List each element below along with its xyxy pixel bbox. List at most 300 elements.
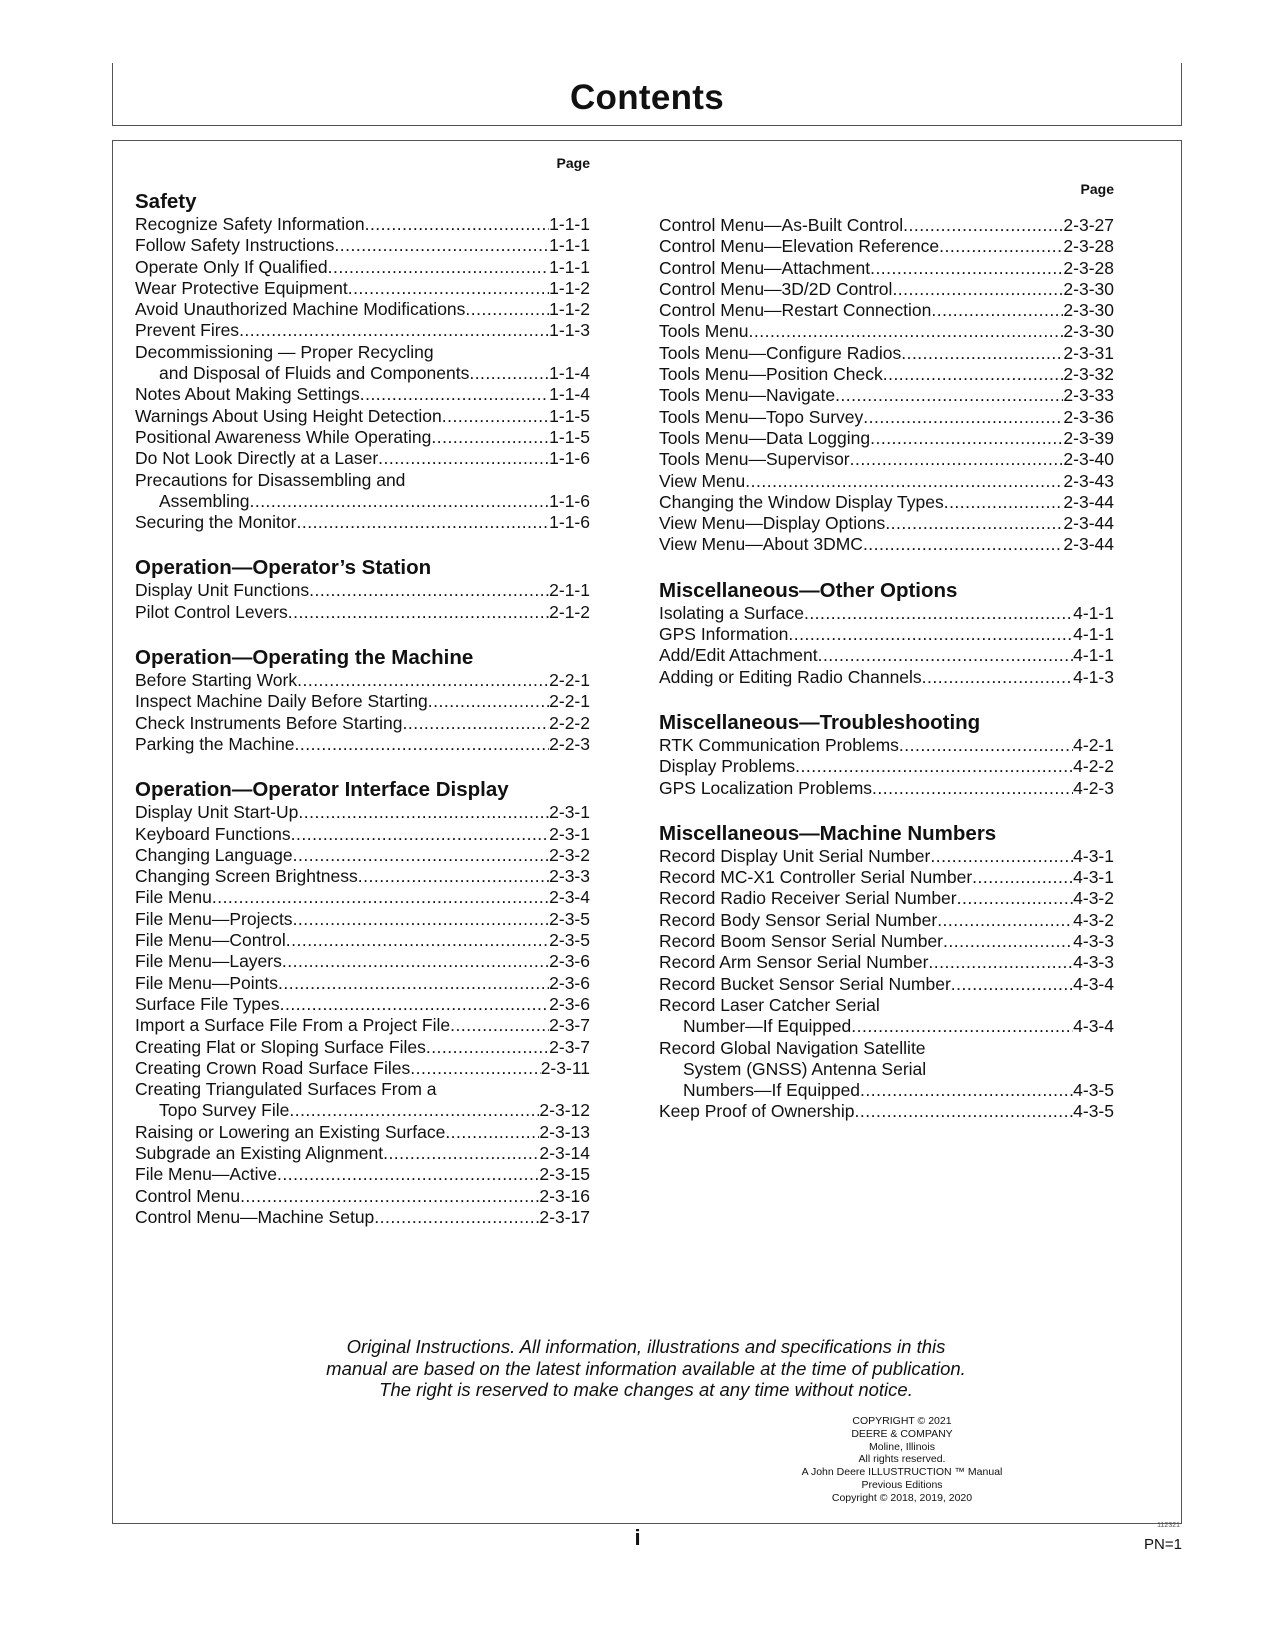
dot-leader	[374, 1207, 539, 1228]
toc-entry-title: Numbers—If Equipped	[683, 1080, 861, 1101]
toc-entry-title: Check Instruments Before Starting	[135, 712, 403, 733]
dot-leader	[239, 320, 549, 341]
toc-entry	[135, 1037, 590, 1058]
toc-entry	[135, 691, 590, 712]
toc-entry-page: 4-1-3	[1073, 666, 1114, 687]
page-column-header: Page	[556, 155, 590, 171]
toc-entry-page: 1-1-1	[549, 256, 590, 277]
toc-entry-line: Precautions for Disassembling and	[135, 469, 406, 490]
dot-leader	[442, 406, 549, 427]
toc-entry-page: 2-3-5	[549, 930, 590, 951]
dot-leader	[951, 974, 1073, 995]
toc-entry-title: Record Body Sensor Serial Number	[659, 909, 938, 930]
toc-entry	[659, 449, 1114, 470]
toc-entry-title: View Menu	[659, 470, 746, 491]
toc-entry-title: Record MC-X1 Controller Serial Number	[659, 867, 973, 888]
toc-entry-title: Display Unit Start-Up	[135, 802, 299, 823]
toc-entry-page: 2-3-12	[539, 1100, 590, 1121]
dot-leader	[863, 534, 1063, 555]
toc-entry-title: RTK Communication Problems	[659, 734, 899, 755]
dot-leader	[931, 300, 1063, 321]
toc-entry-page: 4-3-1	[1073, 845, 1114, 866]
toc-entry-title: Adding or Editing Radio Channels	[659, 666, 922, 687]
toc-entry-title: Subgrade an Existing Alignment	[135, 1142, 384, 1163]
dot-leader	[903, 215, 1063, 236]
dot-leader	[296, 512, 549, 533]
toc-entry	[135, 802, 590, 823]
dot-leader	[892, 279, 1063, 300]
toc-entry	[659, 321, 1114, 342]
dot-leader	[212, 887, 549, 908]
toc-entry-title: Changing Screen Brightness	[135, 866, 358, 887]
toc-entry	[135, 930, 590, 951]
toc-entry-title: Isolating a Surface	[659, 602, 804, 623]
section-heading: Operation—Operating the Machine	[135, 646, 474, 670]
toc-entry-page: 2-3-15	[539, 1164, 590, 1185]
dot-leader	[795, 756, 1073, 777]
dot-leader	[883, 364, 1064, 385]
toc-entry	[659, 513, 1114, 534]
toc-section	[659, 578, 1114, 688]
toc-entry-page: 4-1-1	[1073, 602, 1114, 623]
toc-entry-page: 2-3-31	[1063, 342, 1114, 363]
toc-entry-title: Control Menu—Restart Connection	[659, 300, 932, 321]
toc-entry-title: Pilot Control Levers	[135, 601, 288, 622]
copyright-line: Copyright © 2018, 2019, 2020	[831, 1491, 973, 1504]
dot-leader	[804, 603, 1073, 624]
toc-entry	[135, 512, 590, 533]
toc-entry-page: 2-3-33	[1063, 385, 1114, 406]
copyright-line: A John Deere ILLUSTRUCTION ™ Manual	[801, 1466, 1003, 1479]
dot-leader	[298, 802, 549, 823]
toc-entry	[135, 994, 590, 1015]
toc-entry-page: 4-3-2	[1073, 888, 1114, 909]
dot-leader	[885, 513, 1063, 534]
dot-leader	[937, 910, 1073, 931]
toc-entry	[659, 236, 1114, 257]
toc-entry	[659, 385, 1114, 406]
toc-entry-title: Control Menu	[135, 1185, 241, 1206]
toc-entry-page: 2-3-44	[1063, 491, 1114, 512]
toc-entry	[659, 279, 1114, 300]
pn-label: PN=1	[1144, 1536, 1182, 1553]
toc-entry-page: 2-3-44	[1063, 513, 1114, 534]
toc-entry-page: 2-3-40	[1063, 449, 1114, 470]
toc-entry-title: Tools Menu—Data Logging	[659, 427, 871, 448]
toc-entry-page: 2-3-43	[1063, 470, 1114, 491]
dot-leader	[428, 691, 549, 712]
toc-entry-page: 2-2-3	[549, 733, 590, 754]
dot-leader	[348, 278, 549, 299]
toc-entry-page: 4-1-1	[1073, 645, 1114, 666]
toc-entry	[659, 756, 1114, 777]
toc-entry-title: Positional Awareness While Operating	[135, 426, 432, 447]
toc-entry-title: Changing Language	[135, 844, 293, 865]
section-heading: Miscellaneous—Troubleshooting	[659, 710, 981, 734]
toc-entry	[659, 645, 1114, 666]
toc-entry-title: View Menu—Display Options	[659, 513, 886, 534]
toc-entry-page: 1-1-6	[549, 512, 590, 533]
dot-leader	[280, 994, 550, 1015]
toc-entry-page: 2-3-39	[1063, 427, 1114, 448]
toc-entry-page: 1-1-1	[549, 235, 590, 256]
toc-entry-title: Surface File Types	[135, 993, 280, 1014]
toc-entry	[135, 363, 590, 384]
toc-entry-page: 4-2-1	[1073, 734, 1114, 755]
dot-leader	[282, 951, 549, 972]
toc-entry	[135, 580, 590, 601]
toc-entry	[135, 235, 590, 256]
dot-leader	[944, 492, 1064, 513]
toc-entry-title: Keep Proof of Ownership	[659, 1101, 855, 1122]
section-heading: Operation—Operator Interface Display	[135, 778, 509, 802]
toc-entry-page: 4-3-4	[1073, 1016, 1114, 1037]
toc-entry	[135, 448, 590, 469]
toc-entry-title: and Disposal of Fluids and Components	[159, 363, 470, 384]
left-column	[135, 155, 590, 1250]
dot-leader	[297, 670, 549, 691]
toc-entry-line: Record Laser Catcher Serial	[659, 994, 880, 1015]
toc-entry-title: Tools Menu—Configure Radios	[659, 342, 902, 363]
toc-entry	[135, 491, 590, 512]
dot-leader	[469, 363, 549, 384]
toc-entry	[659, 258, 1114, 279]
toc-entry-page: 1-1-6	[549, 448, 590, 469]
dot-leader	[870, 428, 1063, 449]
toc-entry	[659, 1080, 1114, 1101]
toc-entry-title: Notes About Making Settings	[135, 384, 360, 405]
toc-entry-title: Control Menu—Elevation Reference	[659, 236, 940, 257]
toc-entry	[659, 407, 1114, 428]
toc-entry-title: Number—If Equipped	[683, 1016, 852, 1037]
toc-entry-page: 1-1-5	[549, 426, 590, 447]
page-number: i	[634, 1525, 641, 1550]
title-frame	[112, 63, 1182, 126]
copyright-line: DEERE & COMPANY	[851, 1427, 953, 1440]
dot-leader	[358, 866, 549, 887]
toc-entry-title: Operate Only If Qualified	[135, 256, 328, 277]
toc-entry-page: 2-3-6	[549, 993, 590, 1014]
toc-entry	[135, 951, 590, 972]
toc-entry	[659, 735, 1114, 756]
toc-entry	[659, 1101, 1114, 1122]
toc-entry-page: 2-3-36	[1063, 406, 1114, 427]
dot-leader	[928, 952, 1073, 973]
toc-entry-page: 2-2-2	[549, 712, 590, 733]
toc-entry	[135, 1207, 590, 1228]
toc-entry	[135, 1164, 590, 1185]
toc-entry-title: Import a Surface File From a Project File	[135, 1015, 451, 1036]
toc-entry-title: File Menu	[135, 887, 212, 908]
dot-leader	[870, 258, 1063, 279]
toc-entry-page: 2-3-4	[549, 887, 590, 908]
toc-entry-page: 2-3-2	[549, 844, 590, 865]
dot-leader	[855, 1101, 1074, 1122]
toc-entry	[659, 910, 1114, 931]
toc-entry-title: Securing the Monitor	[135, 512, 297, 533]
toc-entry	[135, 1015, 590, 1036]
dot-leader	[450, 1015, 549, 1036]
dot-leader	[295, 734, 550, 755]
toc-entry	[135, 299, 590, 320]
dot-leader	[901, 343, 1063, 364]
section-heading: Safety	[135, 190, 197, 213]
toc-entry	[135, 973, 590, 994]
toc-entry-title: Warnings About Using Height Detection	[135, 405, 442, 426]
toc-entry-page: 4-1-1	[1073, 624, 1114, 645]
dot-leader	[818, 645, 1074, 666]
toc-entry	[659, 534, 1114, 555]
right-column	[659, 181, 1114, 1145]
toc-entry-page: 4-3-3	[1073, 931, 1114, 952]
dot-leader	[426, 1037, 549, 1058]
dot-leader	[402, 713, 549, 734]
toc-entry-page: 4-3-2	[1073, 909, 1114, 930]
dot-leader	[293, 909, 550, 930]
toc-entry-title: Tools Menu—Navigate	[659, 385, 836, 406]
dot-leader	[872, 778, 1073, 799]
page-title: Contents	[569, 78, 725, 117]
toc-entry-title: Display Problems	[659, 756, 796, 777]
toc-entry	[135, 406, 590, 427]
toc-entry	[659, 471, 1114, 492]
copyright-line: Previous Editions	[861, 1478, 943, 1491]
toc-entry-page: 2-2-1	[549, 691, 590, 712]
toc-entry-page: 1-1-5	[549, 405, 590, 426]
dot-leader	[383, 1143, 539, 1164]
toc-entry-title: Before Starting Work	[135, 670, 298, 691]
toc-entry	[135, 1058, 590, 1079]
toc-entry	[135, 214, 590, 235]
toc-entry-title: File Menu—Control	[135, 930, 286, 951]
toc-entry	[659, 867, 1114, 888]
toc-entry-title: Follow Safety Instructions	[135, 235, 335, 256]
notice-line: The right is reserved to make changes at any time without notice.	[379, 1379, 913, 1400]
dot-leader	[922, 667, 1073, 688]
toc-entry	[135, 602, 590, 623]
toc-section	[135, 777, 590, 1228]
toc-entry-title: Topo Survey File	[159, 1100, 290, 1121]
toc-entry-title: Control Menu—As-Built Control	[659, 215, 904, 235]
section-heading: Miscellaneous—Machine Numbers	[659, 821, 997, 845]
toc-entry	[659, 1016, 1114, 1037]
toc-entry	[135, 278, 590, 299]
toc-entry-page: 2-3-1	[549, 823, 590, 844]
dot-leader	[930, 846, 1073, 867]
toc-entry-title: File Menu—Projects	[135, 908, 293, 929]
toc-entry-title: Avoid Unauthorized Machine Modifications	[135, 299, 466, 320]
toc-entry	[659, 667, 1114, 688]
toc-entry	[135, 1122, 590, 1143]
toc-entry-title: Record Radio Receiver Serial Number	[659, 888, 957, 909]
dot-leader	[410, 1058, 540, 1079]
toc-entry-title: Parking the Machine	[135, 733, 295, 754]
toc-entry-line: System (GNSS) Antenna Serial	[683, 1058, 927, 1079]
copyright-line: Moline, Illinois	[869, 1440, 935, 1453]
dot-leader	[309, 580, 549, 601]
dot-leader	[835, 385, 1063, 406]
toc-entry-page: 1-1-4	[549, 384, 590, 405]
contents-frame	[112, 140, 1182, 1524]
toc-entry	[135, 1143, 590, 1164]
toc-entry	[135, 1186, 590, 1207]
toc-entry-page: 1-1-2	[549, 277, 590, 298]
toc-entry-title: File Menu—Points	[135, 972, 278, 993]
dot-leader	[431, 427, 549, 448]
dot-leader	[860, 1080, 1073, 1101]
toc-entry-title: Assembling	[159, 490, 250, 511]
copyright-block	[772, 1415, 1032, 1505]
toc-section	[659, 215, 1114, 556]
toc-entry-title: Display Unit Functions	[135, 580, 310, 601]
toc-entry-page: 2-3-1	[549, 802, 590, 823]
toc-entry-page: 4-2-2	[1073, 756, 1114, 777]
toc-entry-page: 4-3-5	[1073, 1101, 1114, 1122]
dot-leader	[899, 735, 1073, 756]
toc-entry	[659, 624, 1114, 645]
toc-entry-title: Tools Menu—Position Check	[659, 364, 883, 385]
toc-entry-page: 1-1-6	[549, 490, 590, 511]
copyright-line: COPYRIGHT © 2021	[852, 1415, 952, 1427]
dot-leader	[851, 1016, 1073, 1037]
dot-leader	[328, 257, 550, 278]
toc-entry	[659, 603, 1114, 624]
toc-entry-page: 2-3-32	[1063, 364, 1114, 385]
toc-entry-page: 4-3-5	[1073, 1080, 1114, 1101]
toc-entry-page: 2-3-27	[1063, 215, 1114, 235]
dot-leader	[289, 1100, 539, 1121]
toc-entry-title: GPS Information	[659, 624, 789, 645]
toc-entry-page: 2-3-7	[549, 1036, 590, 1057]
dot-leader	[465, 299, 549, 320]
toc-entry-page: 2-3-30	[1063, 278, 1114, 299]
toc-entry	[135, 887, 590, 908]
toc-entry-page: 2-3-28	[1063, 236, 1114, 257]
dot-leader	[365, 214, 550, 235]
toc-entry-page: 2-3-14	[539, 1142, 590, 1163]
toc-entry	[659, 846, 1114, 867]
toc-entry-page: 4-3-3	[1073, 952, 1114, 973]
toc-entry-title: Control Menu—Attachment	[659, 257, 871, 278]
toc-entry-title: File Menu—Active	[135, 1164, 277, 1185]
toc-entry	[659, 215, 1114, 236]
toc-entry-title: Prevent Fires	[135, 320, 240, 341]
dot-leader	[249, 491, 549, 512]
toc-entry	[659, 974, 1114, 995]
toc-entry-title: Changing the Window Display Types	[659, 491, 944, 512]
page-column-header: Page	[1080, 181, 1114, 197]
toc-entry-title: Tools Menu—Supervisor	[659, 449, 850, 470]
toc-entry-page: 2-3-13	[539, 1121, 590, 1142]
toc-entry	[659, 888, 1114, 909]
toc-entry-title: Tools Menu	[659, 321, 749, 342]
toc-section	[659, 710, 1114, 799]
toc-entry-page: 2-3-5	[549, 908, 590, 929]
toc-entry-title: Tools Menu—Topo Survey	[659, 406, 864, 427]
toc-entry	[135, 670, 590, 691]
toc-entry-title: Creating Flat or Sloping Surface Files	[135, 1036, 426, 1057]
dot-leader	[943, 931, 1073, 952]
toc-entry	[135, 320, 590, 341]
dot-leader	[850, 449, 1064, 470]
dot-leader	[788, 624, 1073, 645]
toc-entry-title: Record Bucket Sensor Serial Number	[659, 973, 951, 994]
toc-entry	[659, 931, 1114, 952]
toc-entry-page: 2-2-1	[549, 670, 590, 691]
dot-leader	[291, 824, 549, 845]
toc-entry-page: 1-1-2	[549, 299, 590, 320]
section-heading: Miscellaneous—Other Options	[659, 578, 958, 602]
toc-entry-title: Inspect Machine Daily Before Starting	[135, 691, 428, 712]
dot-leader	[957, 888, 1074, 909]
section-heading: Operation—Operator’s Station	[135, 556, 432, 580]
toc-section	[135, 189, 590, 533]
toc-entry-page: 2-3-28	[1063, 257, 1114, 278]
dot-leader	[749, 321, 1064, 342]
toc-entry	[659, 952, 1114, 973]
toc-entry-page: 2-3-30	[1063, 321, 1114, 342]
toc-entry	[659, 428, 1114, 449]
toc-entry-title: Control Menu—Machine Setup	[135, 1206, 375, 1227]
dot-leader	[939, 236, 1063, 257]
toc-section	[659, 821, 1114, 1123]
dot-leader	[445, 1122, 539, 1143]
toc-entry-page: 2-3-7	[549, 1015, 590, 1036]
toc-entry	[135, 845, 590, 866]
toc-entry	[659, 778, 1114, 799]
toc-entry-title: Wear Protective Equipment	[135, 277, 348, 298]
toc-entry-title: Creating Crown Road Surface Files	[135, 1057, 411, 1078]
notice-line: Original Instructions. All information, illustrations and specifications in this	[346, 1336, 946, 1357]
toc-entry-page: 2-3-16	[539, 1185, 590, 1206]
dot-leader	[278, 973, 549, 994]
dot-leader	[286, 930, 549, 951]
dot-leader	[240, 1186, 539, 1207]
toc-entry-page: 1-1-4	[549, 363, 590, 384]
toc-entry-title: GPS Localization Problems	[659, 777, 873, 798]
toc-entry-page: 4-3-1	[1073, 867, 1114, 888]
toc-entry-page: 1-1-3	[549, 320, 590, 341]
original-instructions-notice	[112, 1336, 1180, 1401]
toc-entry-title: View Menu—About 3DMC	[659, 534, 863, 555]
toc-entry	[135, 909, 590, 930]
toc-entry-page: 2-1-1	[549, 580, 590, 601]
toc-entry-line: Creating Triangulated Surfaces From a	[135, 1079, 437, 1100]
toc-entry-line: Decommissioning — Proper Recycling	[135, 341, 434, 362]
toc-entry-page: 2-3-11	[540, 1057, 590, 1078]
dot-leader	[972, 867, 1073, 888]
toc-entry-title: Do Not Look Directly at a Laser	[135, 448, 379, 469]
toc-entry	[135, 1100, 590, 1121]
toc-entry-title: Record Arm Sensor Serial Number	[659, 952, 929, 973]
toc-entry-page: 2-3-17	[539, 1206, 590, 1227]
toc-entry	[135, 713, 590, 734]
toc-section	[135, 555, 590, 623]
dot-leader	[334, 235, 549, 256]
toc-entry-page: 2-3-30	[1063, 300, 1114, 321]
notice-line: manual are based on the latest information available at the time of publication.	[326, 1357, 966, 1379]
toc-entry-page: 2-3-6	[549, 972, 590, 993]
toc-section	[135, 645, 590, 755]
toc-entry	[135, 257, 590, 278]
toc-entry	[135, 734, 590, 755]
dot-leader	[863, 407, 1063, 428]
toc-entry-title: Keyboard Functions	[135, 823, 291, 844]
toc-entry	[659, 364, 1114, 385]
toc-entry-title: Add/Edit Attachment	[659, 645, 818, 666]
dot-leader	[288, 602, 549, 623]
toc-entry	[135, 866, 590, 887]
